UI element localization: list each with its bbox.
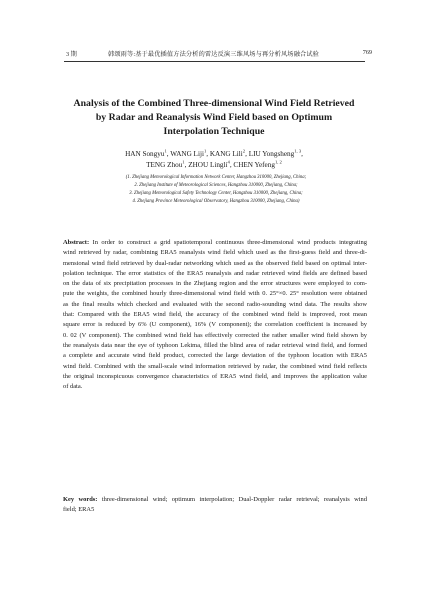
affiliation-line: 2. Zhejiang Institute of Meteorological Sciences, Hangzhou 310000, Zhejiang, China; bbox=[134, 182, 298, 188]
author-name: LIU Yongsheng bbox=[248, 150, 295, 158]
abstract-line: the reanalysis data near the eye of typhoon Lekima, filled the blind area of radar retrieval wind field, and formed bbox=[63, 341, 367, 349]
page-number: 769 bbox=[362, 49, 372, 56]
affiliation-line: 3. Zhejiang Meteorological Safety Technology Center, Hangzhou 310000, Zhejiang, China; bbox=[129, 190, 303, 196]
author-affiliation-mark: 1, 3 bbox=[294, 148, 302, 154]
author-affiliation-mark: 1 bbox=[182, 159, 185, 165]
abstract-line bbox=[63, 238, 367, 248]
abstract-line: as the final results which checked and evaluated with the second radio-sounding wind data. The results show bbox=[63, 300, 367, 308]
author-affiliation-mark: 1 bbox=[164, 148, 167, 154]
running-header bbox=[0, 49, 427, 61]
abstract-line: a complete and accurate wind field product, corrected the large deviation of the typhoon location with ERA5 bbox=[63, 352, 367, 360]
abstract-line: on the data of six precipitation processes in the Zhejiang region and the error structures were employed to com- bbox=[63, 280, 367, 288]
abstract-line: the original inconspicuous convergence characteristics of ERA5 wind field, and improves the application value bbox=[63, 372, 367, 380]
abstract-line: of data. bbox=[63, 383, 83, 391]
author-name: ZHOU Lingli bbox=[188, 161, 228, 169]
abstract-line: mensional wind field retrieved by dual-radar networking which used as the observed field based on optimal inter- bbox=[63, 259, 367, 267]
author-name: WANG Liji bbox=[170, 150, 204, 158]
keywords bbox=[63, 495, 367, 516]
abstract-label: Abstract: bbox=[63, 239, 90, 246]
affiliation-line: (1. Zhejiang Meteorological Information Network Center, Hangzhou 310000, Zhejiang, China; bbox=[125, 175, 307, 180]
paper-title bbox=[58, 97, 370, 140]
keywords-line bbox=[63, 495, 367, 505]
abstract-line: that: Compared with the ERA5 wind field, the accuracy of the combined wind field is improved, root mean bbox=[63, 311, 367, 319]
author-affiliation-mark: 4 bbox=[227, 159, 230, 165]
title-line: Interpolation Technique bbox=[163, 126, 265, 138]
author-affiliation-mark: 2 bbox=[242, 148, 246, 154]
keywords-label: Key words: bbox=[63, 496, 98, 503]
author-name: KANG Lili bbox=[209, 150, 243, 158]
affiliation-line: 4. Zhejiang Province Meteorological Observatory, Hangzhou 310000, Zhejiang, China) bbox=[132, 198, 300, 204]
author-affiliation-mark: 1, 2 bbox=[274, 159, 282, 165]
keywords-text: three-dimensional wind; optimum interpolation; Dual-Doppler radar retrieval; reanalysis wind bbox=[101, 496, 367, 503]
abstract-line: wind field. Combined with the small-scale wind information retrieved by radar, the combined wind field reflects bbox=[63, 362, 367, 370]
abstract-line: polation technique. The error statistics of the ERA5 reanalysis and radar retrieved wind fields are defined based bbox=[63, 269, 367, 277]
author-name: TENG Zhou bbox=[146, 161, 183, 169]
abstract bbox=[63, 238, 367, 392]
abstract-line: wind retrieved by radar, combining ERA5 reanalysis wind field which used as the first-guess field and three-di- bbox=[63, 249, 367, 257]
header-rule bbox=[64, 61, 365, 62]
abstract-line: 0. 02 (V component). The combined wind field has effectively corrected the rather smaller wind field shown by bbox=[63, 331, 367, 339]
author-name: HAN Songyu bbox=[125, 150, 165, 158]
keywords-line: field; ERA5 bbox=[63, 506, 95, 514]
affiliations bbox=[66, 174, 366, 206]
abstract-line: pute the weights, the combined hourly three-dimensional wind field with 0. 25°×0. 25° resolution were obtained bbox=[63, 290, 367, 298]
author-line-1: HAN Songyu$^1$, WANG Liji$^1$, KANG Lili$^2$, LIU Yongsheng$^{1, 3}$, bbox=[125, 148, 303, 158]
author-name: CHEN Yefeng bbox=[233, 161, 275, 169]
author-line-2: TENG Zhou$^1$, ZHOU Lingli$^4$, CHEN Yefeng$^{1, 2}$ bbox=[146, 159, 282, 169]
author-affiliation-mark: 1 bbox=[203, 148, 207, 154]
abstract-line: square error is reduced by 6% (U component), 16% (V component); the correlation coefficient is increased by bbox=[63, 321, 367, 329]
issue-number: 3 期 bbox=[66, 51, 77, 58]
running-title: 韩颂雨等:基于最优插值方法分析的雷达反演三维风场与再分析风场融合试验 bbox=[107, 51, 319, 58]
title-line: by Radar and Reanalysis Wind Field based on Optimum bbox=[95, 112, 333, 124]
abstract-text: In order to construct a grid spatiotemporal continuous three-dimensional wind products integrating bbox=[92, 239, 367, 246]
title-line: Analysis of the Combined Three-dimensional Wind Field Retrieved bbox=[73, 98, 355, 109]
